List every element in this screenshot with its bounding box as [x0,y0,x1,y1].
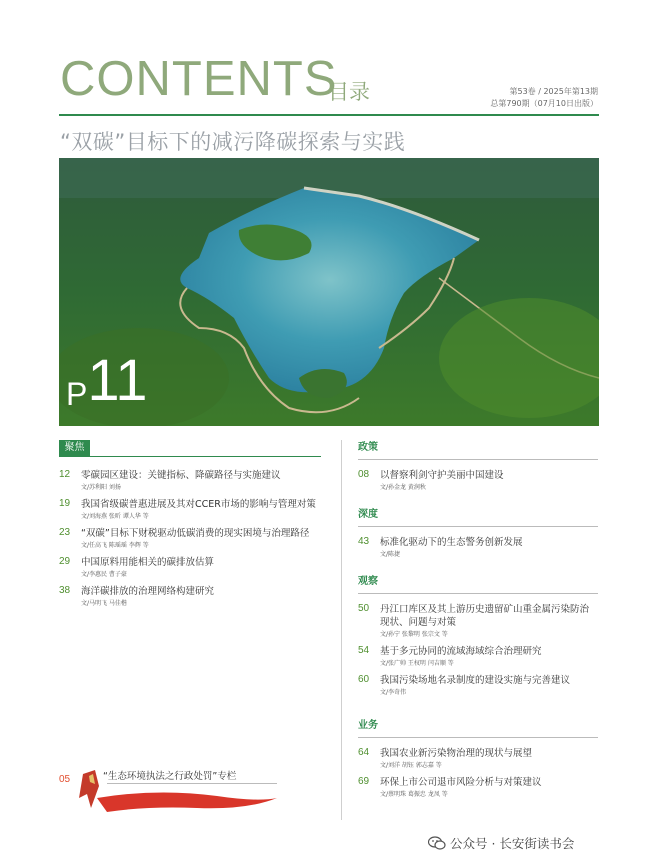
column-divider [341,440,342,820]
special-column-item[interactable] [59,768,321,818]
toc-title: 中国原料用能相关的碳排放估算 [81,557,215,568]
toc-page: 12 [59,469,71,480]
toc-page: 38 [59,585,71,596]
section-heading: 业务 [358,720,378,731]
toc-authors: 文/张广帅 王权明 闫吉顺 等 [380,660,454,667]
toc-item[interactable] [59,585,321,608]
toc-title: 基于多元协同的流域海域综合治理研究 [380,646,542,657]
focus-column [59,440,321,614]
section-observe [358,575,598,697]
section-heading: 政策 [358,442,378,453]
section-heading: 深度 [358,509,378,520]
mulu-heading: 目录 [328,80,370,104]
toc-title: 我国农业新污染物治理的现状与展望 [380,748,533,759]
section-rule [358,459,598,460]
toc-item[interactable] [59,469,321,492]
cover-page-ref [66,348,148,413]
toc-title: 以督察利剑守护美丽中国建设 [380,470,504,481]
section-rule [358,737,598,738]
toc-title: 零碳园区建设：关键指标、降碳路径与实施建议 [81,470,281,481]
special-column-page: 05 [59,774,71,785]
focus-header [59,440,321,456]
toc-title: “双碳”目标下财税驱动低碳消费的现实困境与治理路径 [81,528,310,539]
toc-authors: 文/孙宁 张黎明 张宗文 等 [380,631,448,638]
section-rule [358,526,598,527]
toc-page: 60 [358,674,370,685]
focus-label: 聚焦 [59,440,90,456]
section-heading: 观察 [358,576,378,587]
focus-rule [59,456,321,457]
toc-item[interactable] [358,674,598,697]
toc-authors: 文/马明飞 马佳楷 [81,600,127,607]
toc-page: 29 [59,556,71,567]
cover-page-p: P [66,376,88,412]
toc-title: 标准化驱动下的生态警务创新发展 [380,537,523,548]
toc-title: 我国省级碳普惠进展及其对CCER市场的影响与管理对策 [81,499,316,510]
toc-item[interactable] [358,747,598,770]
cover-page-number: 11 [87,348,148,413]
toc-item[interactable] [358,645,598,668]
toc-authors: 文/刘海燕 张昕 谭人华 等 [81,513,149,520]
toc-title: 环保上市公司退市风险分析与对策建议 [380,777,542,788]
toc-item[interactable] [59,527,321,550]
header-rule [59,114,599,116]
toc-page: 43 [358,536,370,547]
toc-authors: 文/刘洋 胡钰 郭志嘉 等 [380,762,442,769]
section-business [358,719,598,799]
toc-item[interactable] [358,776,598,799]
sections-column [358,441,598,815]
toc-page: 19 [59,498,71,509]
issue-volume: 第53卷 / 2025年第13期 [509,87,598,96]
toc-item[interactable] [358,603,598,639]
toc-item[interactable] [358,469,598,492]
toc-authors: 文/任高飞 陈瑶瑶 李辉 等 [81,542,149,549]
toc-page: 08 [358,469,370,480]
issue-total: 总第790期（07月10日出版） [490,99,598,108]
toc-item[interactable] [59,556,321,579]
toc-page: 54 [358,645,370,656]
special-column-title: “生态环境执法之行政处罚”专栏 [103,771,237,782]
toc-page: 23 [59,527,71,538]
toc-authors: 文/陈捷 [380,551,401,558]
section-policy [358,441,598,492]
wechat-icon [428,836,446,850]
contents-heading: CONTENTS [60,52,338,106]
toc-authors: 文/李惠民 曹子豪 [81,571,127,578]
toc-page: 69 [358,776,370,787]
toc-page: 50 [358,603,370,614]
toc-title: 海洋碳排放的治理网络构建研究 [81,586,215,597]
toc-title: 丹江口库区及其上游历史遗留矿山重金属污染防治现状、问题与对策 [380,604,590,628]
theme-title: “双碳”目标下的减污降碳探索与实践 [60,130,406,154]
section-rule [358,593,598,594]
toc-page: 64 [358,747,370,758]
toc-authors: 文/蔡明珠 葛振忠 龙凤 等 [380,791,448,798]
toc-item[interactable] [358,536,598,559]
footer-text: 公众号 · 长安街读书会 [450,836,575,851]
footer-watermark [428,834,574,852]
toc-authors: 文/孙金龙 黄润秋 [380,484,426,491]
section-depth [358,508,598,559]
toc-title: 我国污染场地名录制度的建设实施与完善建议 [380,675,571,686]
toc-authors: 文/苏利阳 刘扬 [81,484,121,491]
toc-authors: 文/李奇伟 [380,689,407,696]
toc-item[interactable] [59,498,321,521]
